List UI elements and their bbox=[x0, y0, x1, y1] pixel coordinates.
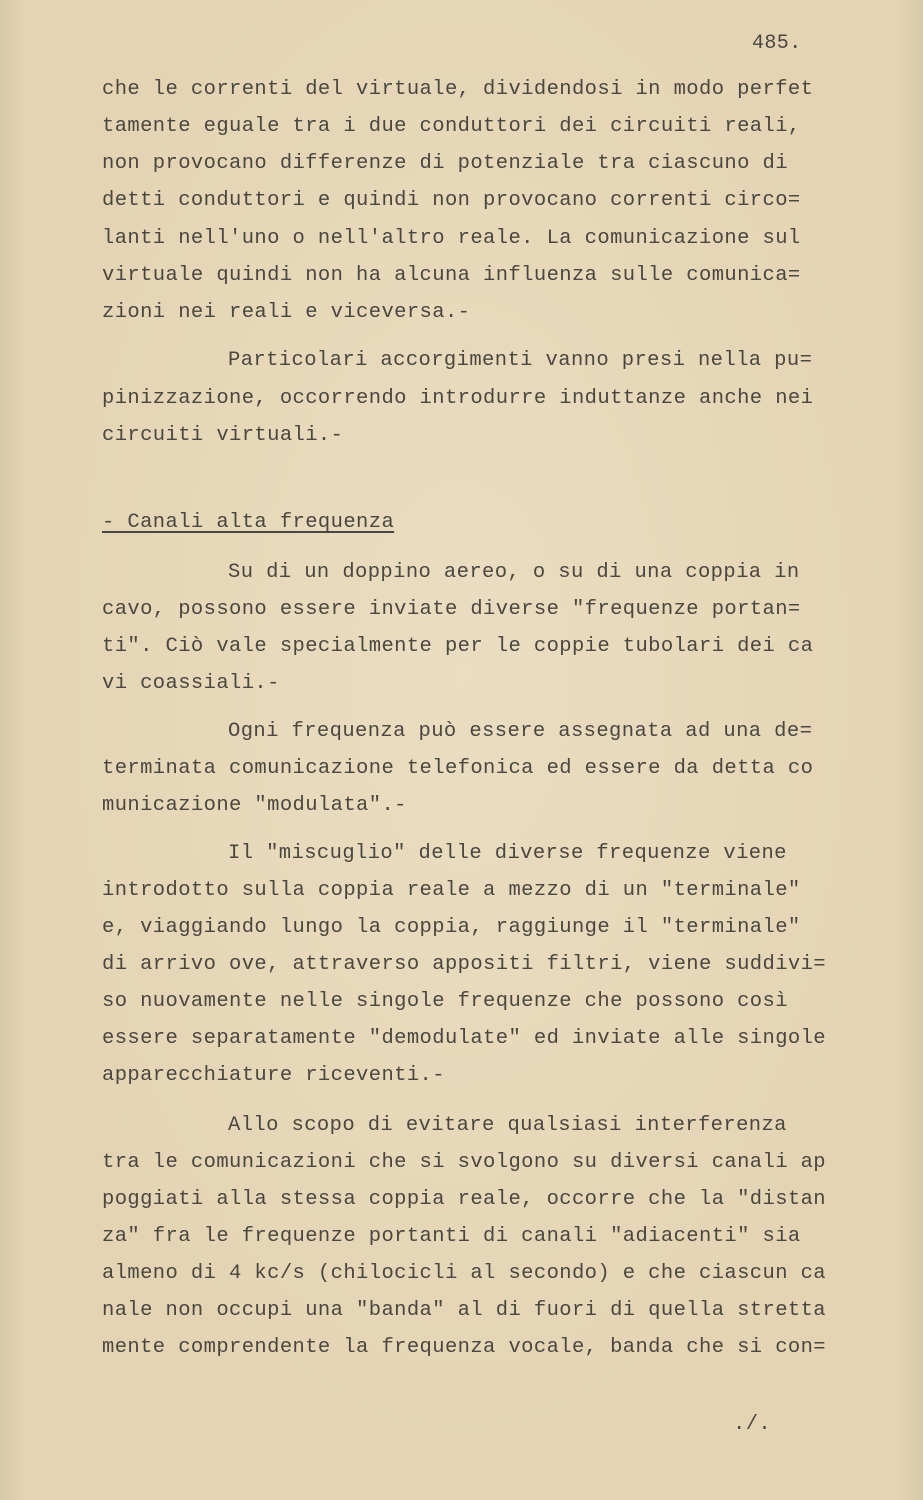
text-line: so nuovamente nelle singole frequenze che possono così bbox=[102, 990, 788, 1013]
text-line: Il "miscuglio" delle diverse frequenze viene bbox=[228, 842, 787, 865]
text-line: cavo, possono essere inviate diverse "frequenze portan= bbox=[102, 598, 801, 621]
text-line: Allo scopo di evitare qualsiasi interferenza bbox=[228, 1114, 787, 1137]
text-line: zioni nei reali e viceversa.- bbox=[102, 301, 471, 324]
text-line: apparecchiature riceventi.- bbox=[102, 1064, 445, 1087]
text-line: circuiti virtuali.- bbox=[102, 424, 344, 447]
text-line: lanti nell'uno o nell'altro reale. La comunicazione sul bbox=[102, 227, 801, 250]
text-line: essere separatamente "demodulate" ed inviate alle singole bbox=[102, 1027, 827, 1050]
continuation-mark: ./. bbox=[733, 1413, 772, 1436]
text-line: municazione "modulata".- bbox=[102, 794, 407, 817]
text-line: almeno di 4 kc/s (chilocicli al secondo) e che ciascun ca bbox=[102, 1262, 827, 1285]
text-line: tra le comunicazioni che si svolgono su diversi canali ap bbox=[102, 1151, 827, 1174]
text-line: Su di un doppino aereo, o su di una coppia in bbox=[228, 561, 800, 584]
text-line: terminata comunicazione telefonica ed essere da detta co bbox=[102, 757, 814, 780]
text-line: che le correnti del virtuale, dividendosi in modo perfet bbox=[102, 78, 814, 101]
text-line: pinizzazione, occorrendo introdurre induttanze anche nei bbox=[102, 387, 814, 410]
text-line: poggiati alla stessa coppia reale, occorre che la "distan bbox=[102, 1188, 827, 1211]
text-line: virtuale quindi non ha alcuna influenza sulle comunica= bbox=[102, 264, 801, 287]
section-heading: - Canali alta frequenza bbox=[102, 511, 395, 534]
text-line: di arrivo ove, attraverso appositi filtri, viene suddivi= bbox=[102, 953, 827, 976]
text-line: e, viaggiando lungo la coppia, raggiunge il "terminale" bbox=[102, 916, 801, 939]
text-line: mente comprendente la frequenza vocale, banda che si con= bbox=[102, 1336, 827, 1359]
text-line: ti". Ciò vale specialmente per le coppie tubolari dei ca bbox=[102, 635, 814, 658]
page-number: 485. bbox=[752, 32, 802, 55]
text-line: nale non occupi una "banda" al di fuori di quella stretta bbox=[102, 1299, 827, 1322]
text-line: introdotto sulla coppia reale a mezzo di un "terminale" bbox=[102, 879, 801, 902]
text-line: vi coassiali.- bbox=[102, 672, 280, 695]
text-line: Particolari accorgimenti vanno presi nella pu= bbox=[228, 349, 813, 372]
text-line: Ogni frequenza può essere assegnata ad una de= bbox=[228, 720, 813, 743]
text-line: za" fra le frequenze portanti di canali "adiacenti" sia bbox=[102, 1225, 801, 1248]
text-line: tamente eguale tra i due conduttori dei circuiti reali, bbox=[102, 115, 801, 138]
text-line: non provocano differenze di potenziale tra ciascuno di bbox=[102, 152, 788, 175]
text-line: detti conduttori e quindi non provocano correnti circo= bbox=[102, 189, 801, 212]
